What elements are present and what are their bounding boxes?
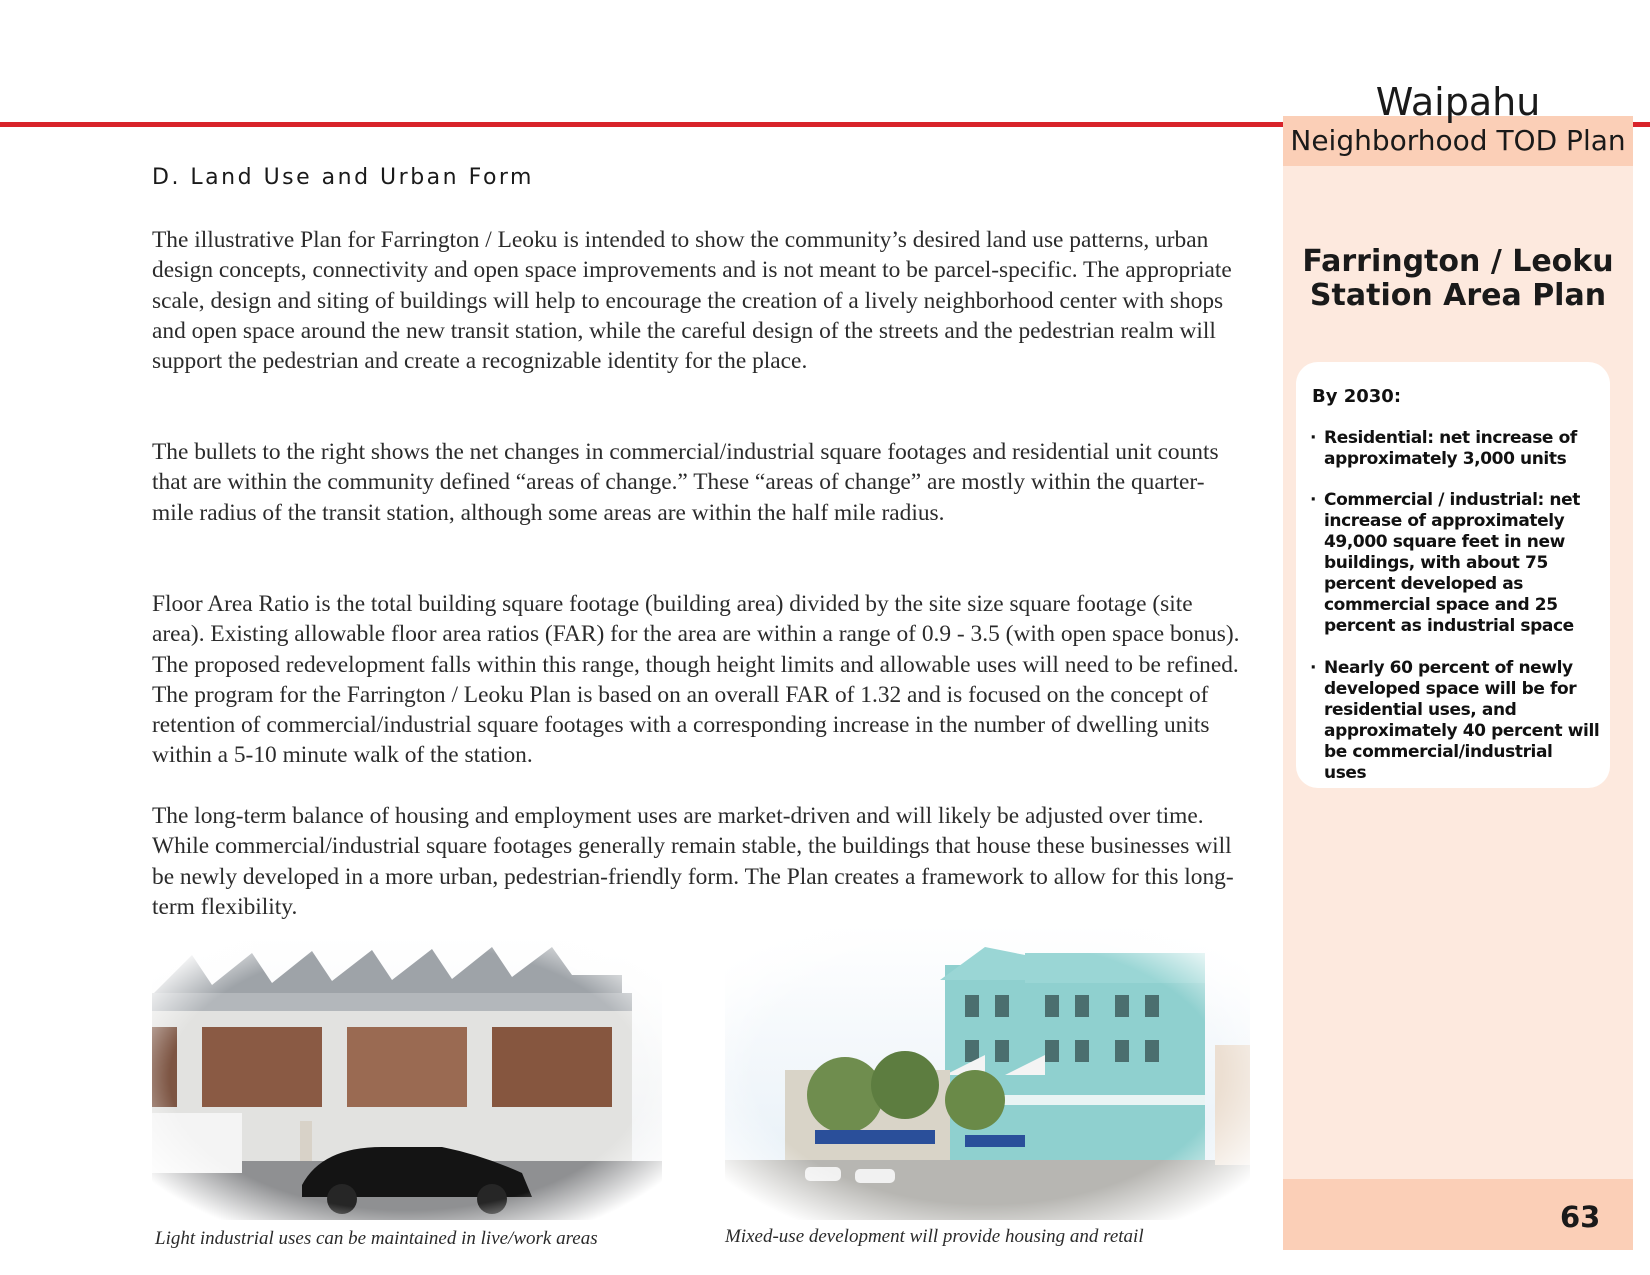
page-number: 63 [1560,1200,1601,1234]
plan-title: Waipahu [1375,80,1541,124]
photo-caption: Mixed-use development will provide housing and retail [725,1226,1144,1247]
summary-card [1296,362,1610,788]
industrial-building-photo [152,935,662,1220]
section-title: D. Land Use and Urban Form [152,165,534,190]
body-paragraph: The bullets to the right shows the net changes in commercial/industrial square footages and residential unit counts that are within the community defined “areas of change.” These “areas of change” are mostly within the quarter-mile radius of the transit station, although some areas are within the half mile radius. [152,439,1219,526]
body-paragraph: The illustrative Plan for Farrington / Leoku is intended to show the community’s desired land use patterns, urban design concepts, connectivity and open space improvements and is not meant to be parcel-specific. The appropriate scale, design and siting of buildings will help to encourage the creation of a lively neighborhood center with shops and open space around the new transit station, while the careful design of the streets and the pedestrian realm will support the pedestrian and create a recognizable identity for the place. [152,227,1232,375]
body-paragraph: Floor Area Ratio is the total building square footage (building area) divided by the site size square footage (site area). Existing allowable floor area ratios (FAR) for the area are within a range of 0.9 - 3.5 (with open space bonus). The proposed redevelopment falls within this range, though height limits and allowable uses will need to be refined. The program for the Farrington / Leoku Plan is based on an overall FAR of 1.32 and is focused on the concept of retention of commercial/industrial square footages with a corresponding increase in the number of dwelling units within a 5-10 minute walk of the station. [152,591,1240,769]
station-title-line2: Station Area Plan [1309,278,1607,313]
plan-brand [1283,80,1633,158]
bullet-dot-icon: · [1310,658,1317,678]
photo-caption: Light industrial uses can be maintained in live/work areas [155,1228,598,1249]
station-title-line1: Farrington / Leoku [1302,244,1614,279]
bullet-text: Nearly 60 percent of newly developed space will be for residential uses, and approximately 40 percent will be commercial/industrial uses [1324,658,1600,783]
bullet-dot-icon: · [1310,490,1317,510]
mixed-use-building-photo [725,925,1250,1220]
summary-bullet [1310,658,1600,784]
summary-bullet [1310,428,1600,470]
station-area-title [1283,245,1633,313]
bullet-dot-icon: · [1310,428,1317,448]
bullet-text: Commercial / industrial: net increase of approximately 49,000 square feet in new buildings, with about 75 percent developed as commercial space and 25 percent as industrial space [1324,490,1580,636]
card-heading: By 2030: [1312,386,1402,407]
body-paragraph: The long-term balance of housing and employment uses are market-driven and will likely be adjusted over time. While commercial/industrial square footages generally remain stable, the buildings that house these businesses will be newly developed in a more urban, pedestrian-friendly form. The Plan creates a framework to allow for this long-term flexibility. [152,803,1234,920]
plan-subtitle: Neighborhood TOD Plan [1290,124,1626,157]
bullet-text: Residential: net increase of approximately 3,000 units [1324,428,1577,469]
summary-bullet [1310,490,1600,637]
